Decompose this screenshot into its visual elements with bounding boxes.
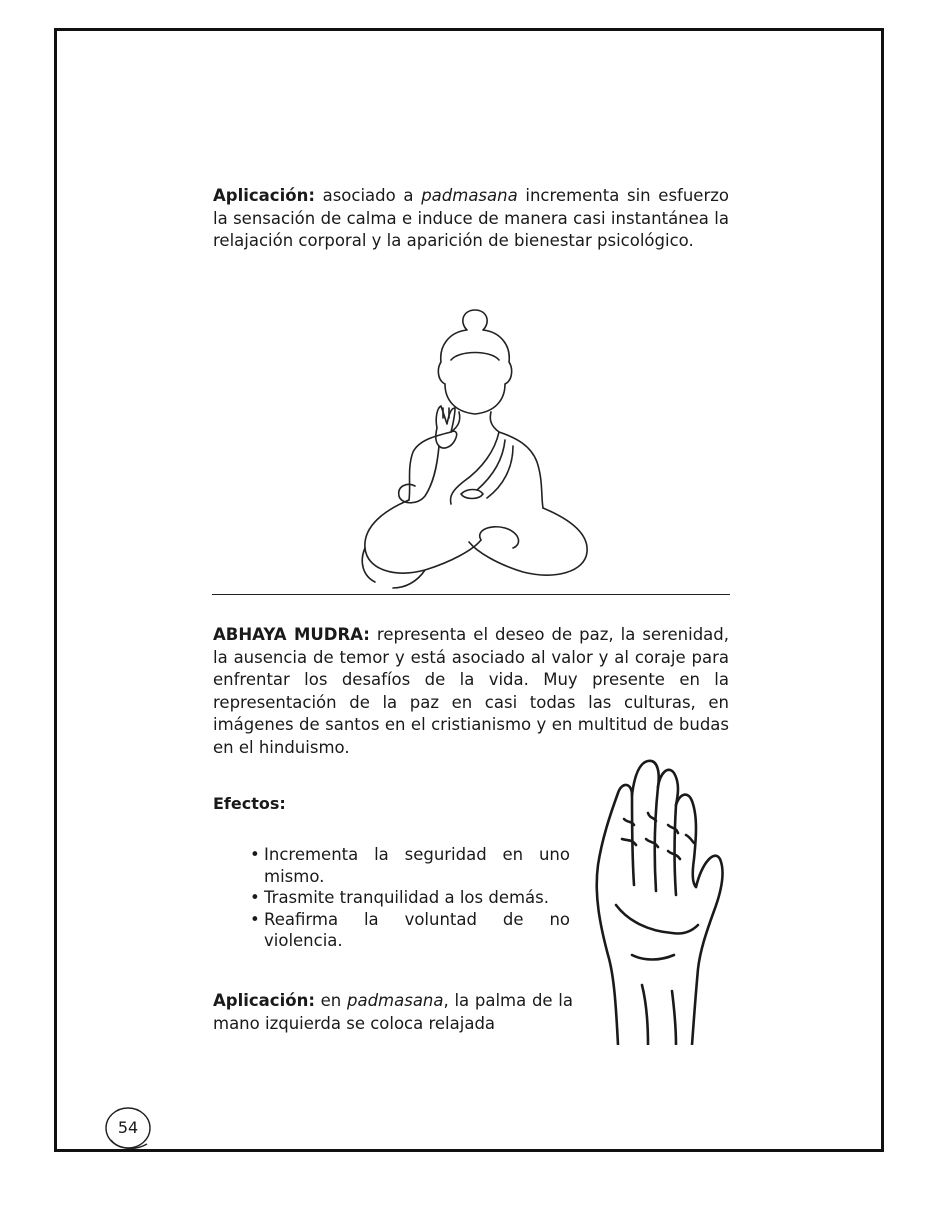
effects-list: [250, 844, 570, 952]
application-text-1a: asociado a: [314, 186, 422, 205]
abhaya-mudra-label: ABHAYA MUDRA:: [213, 625, 370, 644]
abhaya-mudra-paragraph: [213, 624, 729, 759]
section-divider: [212, 594, 730, 595]
page-number-badge: [103, 1106, 153, 1152]
application-text-1b: incrementa sin esfuerzo la sensación de calma e induce de manera casi instantánea la relajación corporal y la aparición de bienestar psicológico.: [213, 186, 730, 250]
list-item: • Reafirma la voluntad de no violencia.: [250, 909, 570, 952]
page-number: 54: [117, 1118, 139, 1137]
application-label-1: Aplicación:: [213, 186, 315, 205]
application-paragraph-1: [213, 185, 729, 253]
padmasana-term-1: padmasana: [421, 186, 518, 205]
effects-heading: Efectos:: [213, 794, 286, 813]
raised-hand-illustration: [588, 755, 728, 1045]
abhaya-mudra-text: representa el deseo de paz, la serenidad, la ausencia de temor y está asociado al valor y al coraje para enfrentar los desafíos de la vida. Muy presente en la representación de la paz en casi todas las culturas, en imágenes de santos en el cristianismo y en multitud de budas en el hinduismo.: [213, 625, 729, 757]
application-text-2a: en: [314, 991, 347, 1010]
application-paragraph-2: [213, 990, 573, 1035]
list-item: • Trasmite tranquilidad a los demás.: [250, 887, 570, 909]
seated-buddha-illustration: [355, 300, 595, 600]
application-label-2: Aplicación:: [213, 991, 315, 1010]
application-text-2b: , la palma de la mano izquierda se coloca relajada: [213, 991, 573, 1033]
padmasana-term-2: padmasana: [346, 991, 444, 1010]
list-item: • Incrementa la seguridad en uno mismo.: [250, 844, 570, 887]
